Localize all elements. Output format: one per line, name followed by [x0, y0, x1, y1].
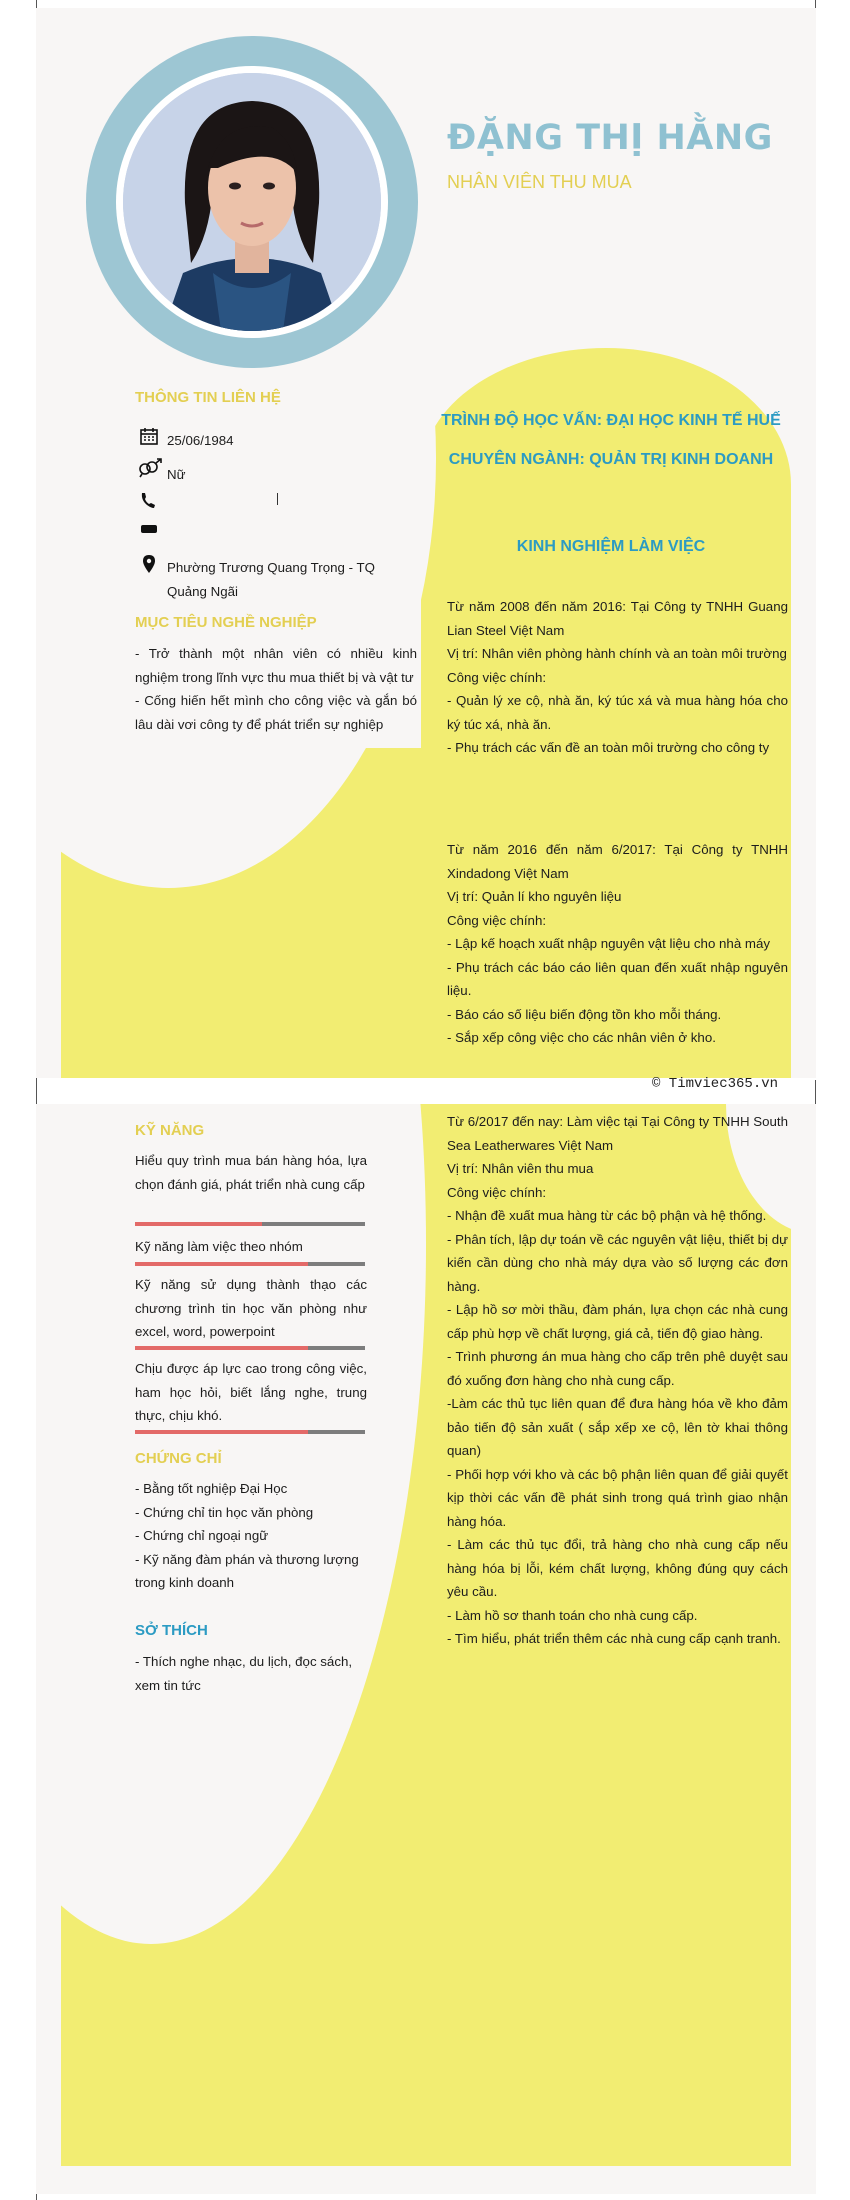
job-line: Vị trí: Nhân viên phòng hành chính và an toàn môi trường: [447, 646, 787, 661]
hobbies-text: - Thích nghe nhạc, du lịch, đọc sách, xem tin tức: [135, 1654, 353, 1693]
skill-bar: [135, 1346, 365, 1350]
job-line: Công việc chính:: [447, 912, 547, 928]
gender-value: Nữ: [167, 467, 186, 482]
calendar-icon: [139, 426, 159, 446]
education-major: CHUYÊN NGÀNH: QUẢN TRỊ KINH DOANH: [448, 451, 774, 468]
skill-label: Hiểu quy trình mua bán hàng hóa, lựa chọn đánh giá, phát triển nhà cung cấp: [135, 1153, 367, 1192]
experience-title: KINH NGHIỆM LÀM VIỆC: [516, 538, 706, 555]
page-border-right-top: [815, 0, 816, 8]
job-line: - Làm các thủ tục đổi, trả hàng cho nhà cung cấp nếu hàng hóa bị lỗi, kém chất lượng, không đúng quy cách yêu cầu.: [447, 1537, 788, 1599]
phone-icon: [139, 491, 159, 511]
job-line: Vị trí: Quản lí kho nguyên liệu: [447, 889, 622, 904]
avatar-photo: [123, 73, 381, 331]
job-line: Từ năm 2008 đến năm 2016: Tại Công ty TNHH Guang Lian Steel Việt Nam: [447, 599, 788, 638]
skill-bar: [135, 1222, 365, 1226]
address-value: Phường Trương Quang Trọng - TQ Quảng Ngãi: [167, 560, 375, 599]
certificate-item: - Bằng tốt nghiệp Đại Học: [135, 1481, 288, 1496]
certificates-title: CHỨNG CHỈ: [135, 1450, 222, 1467]
candidate-position: NHÂN VIÊN THU MUA: [447, 172, 632, 192]
skill-label: Kỹ năng làm việc theo nhóm: [135, 1239, 303, 1254]
certificates-list: [135, 1477, 369, 1595]
job-line: - Trình phương án mua hàng cho cấp trên phê duyệt sau đó xuống đơn hàng cho nhà cung cấp.: [447, 1349, 788, 1388]
job-entry-3: [447, 1110, 788, 1651]
objective-text: [135, 642, 417, 736]
skill-label: Chịu được áp lực cao trong công việc, ham học hỏi, biết lắng nghe, trung thực, chịu khó.: [135, 1361, 367, 1423]
skill-bar: [135, 1430, 365, 1434]
job-line: - Phối hợp với kho và các bộ phận liên quan để giải quyết kịp thời các vấn đề phát sinh trong quá trình giao nhận hàng hóa.: [447, 1466, 788, 1529]
candidate-name: ĐẶNG THỊ HẰNG: [447, 118, 773, 158]
location-pin-icon: [139, 554, 159, 574]
email-icon: [139, 520, 159, 540]
watermark: © Timviec365.vn: [652, 1076, 779, 1092]
job-line: - Quản lý xe cộ, nhà ăn, ký túc xá và mua hàng hóa cho ký túc xá, nhà ăn.: [447, 693, 788, 732]
job-line: - Lập hồ sơ mời thầu, đàm phán, lựa chọn các nhà cung cấp phù hợp về chất lượng, giá cả, tiến độ giao hàng.: [447, 1302, 788, 1341]
birthday-value: 25/06/1984: [167, 433, 234, 448]
certificate-item: - Kỹ năng đàm phán và thương lượng trong kinh doanh: [135, 1551, 359, 1590]
job-line: - Nhận đề xuất mua hàng từ các bộ phận và hệ thống.: [447, 1208, 767, 1223]
job-line: Từ năm 2016 đến năm 6/2017: Tại Công ty TNHH Xindadong Việt Nam: [447, 842, 788, 881]
job-entry-2: [447, 838, 788, 1050]
objective-title: MỤC TIÊU NGHỀ NGHIỆP: [135, 614, 317, 631]
phone-value: [167, 493, 278, 505]
job-line: - Phụ trách các vấn đề an toàn môi trường cho công ty: [447, 740, 770, 755]
certificate-item: - Chứng chỉ tin học văn phòng: [135, 1504, 314, 1520]
job-line: - Sắp xếp công việc cho các nhân viên ở kho.: [447, 1030, 716, 1045]
job-line: - Phụ trách các báo cáo liên quan đến xuất nhập nguyên liệu.: [447, 959, 788, 998]
job-line: -Làm các thủ tục liên quan để đưa hàng hóa về kho đảm bảo tiến độ sản xuất ( sắp xếp xe cộ, lên tờ khai thông quan): [447, 1396, 788, 1458]
job-entry-1: [447, 595, 788, 760]
skills-title: KỸ NĂNG: [135, 1122, 205, 1139]
objective-item: - Cống hiến hết mình cho công việc và gắn bó lâu dài vơi công ty để phát triển sự nghiệp: [135, 693, 417, 732]
gender-icon: [137, 458, 163, 478]
objective-item: - Trở thành một nhân viên có nhiều kinh nghiệm trong lĩnh vực thu mua thiết bị và vật tư: [135, 646, 417, 685]
skill-bar: [135, 1262, 365, 1266]
hobbies-title: SỞ THÍCH: [135, 1622, 208, 1639]
job-line: - Phân tích, lập dự toán về các nguyên vật liệu, thiết bị dự kiến cần dùng cho nhà máy dựa vào số lượng các đơn hàng.: [447, 1231, 788, 1294]
job-line: - Báo cáo số liệu biến động tồn kho mỗi tháng.: [447, 1006, 722, 1022]
job-line: Công việc chính:: [447, 1184, 547, 1200]
job-line: Từ 6/2017 đến nay: Làm việc tại Tại Công ty TNHH South Sea Leatherwares Việt Nam: [447, 1114, 789, 1153]
cv-page-1: [36, 8, 816, 1078]
job-line: Vị trí: Nhân viên thu mua: [447, 1161, 594, 1176]
certificate-item: - Chứng chỉ ngoại ngữ: [135, 1528, 269, 1543]
job-line: Công việc chính:: [447, 669, 547, 685]
job-line: - Làm hồ sơ thanh toán cho nhà cung cấp.: [447, 1607, 698, 1623]
job-line: - Lập kế hoạch xuất nhập nguyên vật liệu cho nhà máy: [447, 936, 771, 951]
contact-title: THÔNG TIN LIÊN HỆ: [135, 389, 281, 406]
cv-page-2: [36, 1104, 816, 2194]
skill-label: Kỹ năng sử dụng thành thạo các chương trình tin học văn phòng như excel, word, powerpoint: [135, 1277, 367, 1339]
education-level: TRÌNH ĐỘ HỌC VẤN: ĐẠI HỌC KINH TẾ HUẾ: [441, 412, 781, 429]
job-line: - Tìm hiểu, phát triển thêm các nhà cung cấp cạnh tranh.: [447, 1631, 781, 1646]
